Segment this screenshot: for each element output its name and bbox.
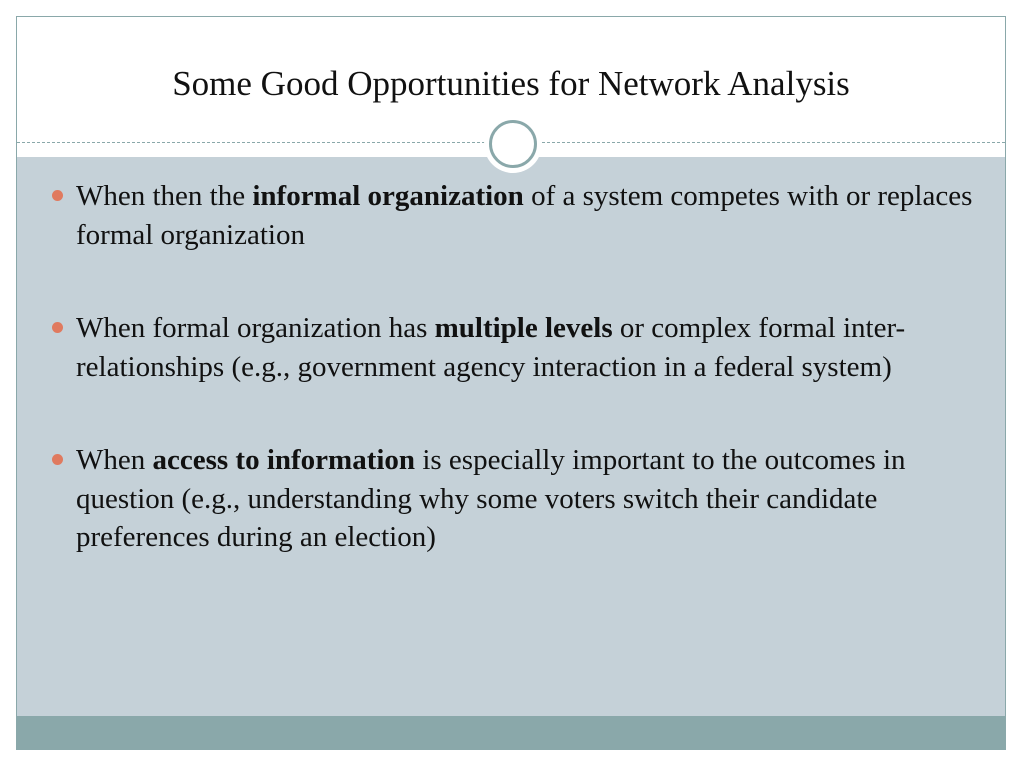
slide	[16, 16, 1006, 750]
bullet-dot-icon	[52, 190, 63, 201]
ornament-ring	[489, 120, 537, 168]
bullet-dot-icon	[52, 454, 63, 465]
bullet-emphasis: access to information	[152, 444, 416, 476]
bullet-item	[17, 177, 1005, 254]
bullet-text-after: or complex formal inter-relationships (e.g., government agency interaction in a federal system)	[76, 312, 906, 383]
bullet-text-after: is especially important to the outcomes in question (e.g., understanding why some voters switch their candidate preferences during an election)	[76, 444, 906, 553]
bullet-item	[17, 441, 1005, 557]
bullet-item	[17, 309, 1005, 386]
bullet-text-before: When	[76, 444, 153, 476]
bullet-dot-icon	[52, 322, 63, 333]
slide-title: Some Good Opportunities for Network Analysis	[172, 64, 850, 103]
bullet-text-before: When formal organization has	[76, 312, 435, 344]
bullet-text-after: of a system competes with or replaces formal organization	[76, 180, 973, 251]
bullet-text-before: When then the	[76, 180, 253, 212]
bottom-bar	[17, 716, 1005, 750]
bullet-emphasis: informal organization	[252, 180, 524, 212]
bullet-emphasis: multiple levels	[434, 312, 613, 344]
bullet-list	[17, 177, 1005, 612]
circle-ring-icon	[484, 115, 542, 173]
